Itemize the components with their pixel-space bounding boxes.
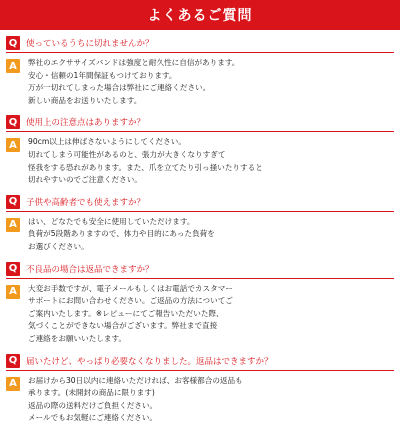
question-row — [6, 113, 394, 132]
question-badge: Q — [6, 36, 20, 50]
answer-row — [6, 371, 394, 427]
question-row — [6, 34, 394, 53]
answer-line: お届けから30日以内に連絡いただければ、お客様都合の返品も — [28, 375, 243, 385]
answer-line: 気づくことができない場合がございます。弊社まで直接 — [28, 321, 218, 331]
answer-badge: A — [6, 138, 20, 152]
answer-line: メールでもお気軽にご連絡ください。 — [28, 413, 157, 423]
answer-badge: A — [6, 377, 20, 391]
answer-row — [6, 279, 394, 348]
answer-line: 返品の際の送料だけご負担ください。 — [28, 400, 158, 410]
question-badge: Q — [6, 115, 20, 129]
answer-line: サポートにお問い合わせください。ご返品の方法についてご — [28, 296, 233, 306]
answer-line: お選びください。 — [28, 241, 89, 251]
answer-line: 安心・信頼の1年間保証もつけております。 — [28, 70, 177, 80]
page-title: よくあるご質問 — [147, 8, 253, 24]
answer-line: 承ります。(未開封の商品に限ります) — [28, 388, 155, 398]
answer-line: 切れてしまう可能性があるのと、張力が大きくなりすぎて — [28, 149, 226, 159]
answer-line: 弊社のエクササイズバンドは強度と耐久性に自信があります。 — [28, 58, 240, 67]
question-badge: Q — [6, 354, 20, 368]
faq-item — [6, 260, 394, 348]
question-text: 不良品の場合は返品できますか？ — [26, 264, 154, 275]
answer-text — [28, 216, 215, 254]
faq-item — [6, 113, 394, 188]
answer-line: 切れやすいのでご注意ください。 — [28, 175, 142, 185]
question-row — [6, 352, 394, 371]
answer-line: 90cm以上は伸ばさないようにしてください。 — [28, 137, 186, 147]
answer-badge: A — [6, 285, 20, 299]
question-text: 使っているうちに切れませんか？ — [26, 39, 154, 49]
faq-list — [0, 34, 400, 427]
faq-item — [6, 34, 394, 109]
answer-text — [28, 283, 233, 346]
answer-line: 新しい商品をお送りいたします。 — [28, 95, 142, 105]
question-text: 届いたけど、やっぱり必要なくなりました。返品はできますか？ — [26, 356, 273, 367]
answer-line: 負荷が5段階ありますので、体力や目的にあった負荷を — [28, 229, 215, 239]
answer-line: はい、どなたでも安全に使用していただけます。 — [28, 216, 195, 226]
answer-row — [6, 212, 394, 256]
answer-text — [28, 57, 239, 107]
question-text: 使用上の注意点はありますか？ — [26, 118, 146, 129]
faq-item — [6, 352, 394, 427]
answer-line: ご案内いたします。※レビューにてご報告いただいた際、 — [28, 308, 224, 318]
faq-item — [6, 193, 394, 256]
answer-badge: A — [6, 59, 20, 73]
answer-row — [6, 132, 394, 188]
question-badge: Q — [6, 262, 20, 276]
answer-text — [28, 136, 263, 186]
question-row — [6, 193, 394, 212]
answer-line: 怪我をする恐れがあります。また、爪を立てたり引っ掻いたりすると — [28, 162, 263, 172]
answer-line: 万が一切れてしまった場合は弊社にご連絡ください。 — [28, 83, 211, 93]
answer-line: ご連絡をお願いいたします。 — [28, 333, 127, 343]
answer-line: 大変お手数ですが、電子メールもしくはお電話でカスタマー — [28, 283, 233, 293]
question-text: 子供や高齢者でも使えますか？ — [26, 197, 146, 208]
question-badge: Q — [6, 195, 20, 209]
answer-row — [6, 53, 394, 109]
faq-header — [0, 0, 400, 30]
answer-badge: A — [6, 218, 20, 232]
question-row — [6, 260, 394, 279]
